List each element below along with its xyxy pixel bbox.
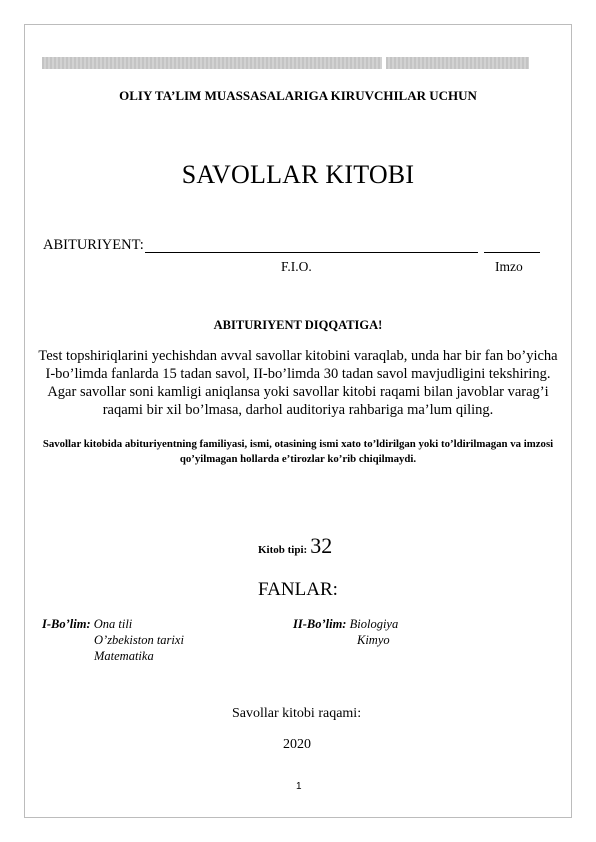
- page-title: SAVOLLAR KITOBI: [181, 160, 415, 189]
- page-number: 1: [296, 781, 302, 792]
- book-number-label: Savollar kitobi raqami:: [232, 706, 362, 721]
- applicant-signature-line[interactable]: [484, 252, 540, 253]
- barcode-strip-right: [386, 57, 529, 69]
- attention-body: Test topshiriqlarini yechishdan avval savollar kitobini varaqlab, unda har bir fan bo’yicha I-bo’limda fanlarda 15 tadan savol, II-bo’limda 30 tadan savol mavjudligini tekshiring. Agar savollar soni kamligi aniqlansa yoki savollar kitobi raqami bilan javoblar varag’i raqami bir xil bo’lmasa, darhol auditoriya rahbariga ma’lum qiling.: [38, 348, 558, 418]
- book-type-label: Kitob tipi:: [258, 544, 308, 556]
- attention-warning: Savollar kitobida abituriyentning familiyasi, ismi, otasining ismi xato to’ldirilgan yoki to’ldirilmagan va imzosi qo’yilmagan hollarda e’tirozlar ko’rib chiqilmaydi.: [42, 438, 554, 465]
- subjects-title: FANLAR:: [258, 579, 338, 600]
- applicant-label: ABITURIYENT:: [43, 237, 144, 253]
- barcode-strip-left: [42, 57, 382, 69]
- name-caption: F.I.O.: [281, 259, 312, 274]
- section2-subject: Kimyo: [357, 633, 390, 647]
- attention-title: ABITURIYENT DIQQATIGA!: [213, 318, 383, 332]
- applicant-name-line[interactable]: [145, 252, 478, 253]
- section1-subject: Matematika: [94, 649, 154, 663]
- book-type: [258, 533, 332, 559]
- year: 2020: [283, 737, 311, 752]
- page-border: [24, 24, 572, 818]
- section1-subject: O’zbekiston tarixi: [94, 633, 184, 647]
- section2-label: II-Bo’lim:: [293, 617, 347, 631]
- section1-label: I-Bo’lim:: [42, 617, 91, 631]
- top-heading: OLIY TA’LIM MUASSASALARIGA KIRUVCHILAR UCHUN: [119, 88, 477, 103]
- section1-subject: Ona tili: [93, 617, 133, 631]
- section1: [42, 617, 132, 632]
- section2-subject: Biologiya: [349, 617, 399, 631]
- signature-caption: Imzo: [495, 259, 523, 274]
- section2: [293, 617, 398, 632]
- book-type-value: 32: [310, 533, 333, 558]
